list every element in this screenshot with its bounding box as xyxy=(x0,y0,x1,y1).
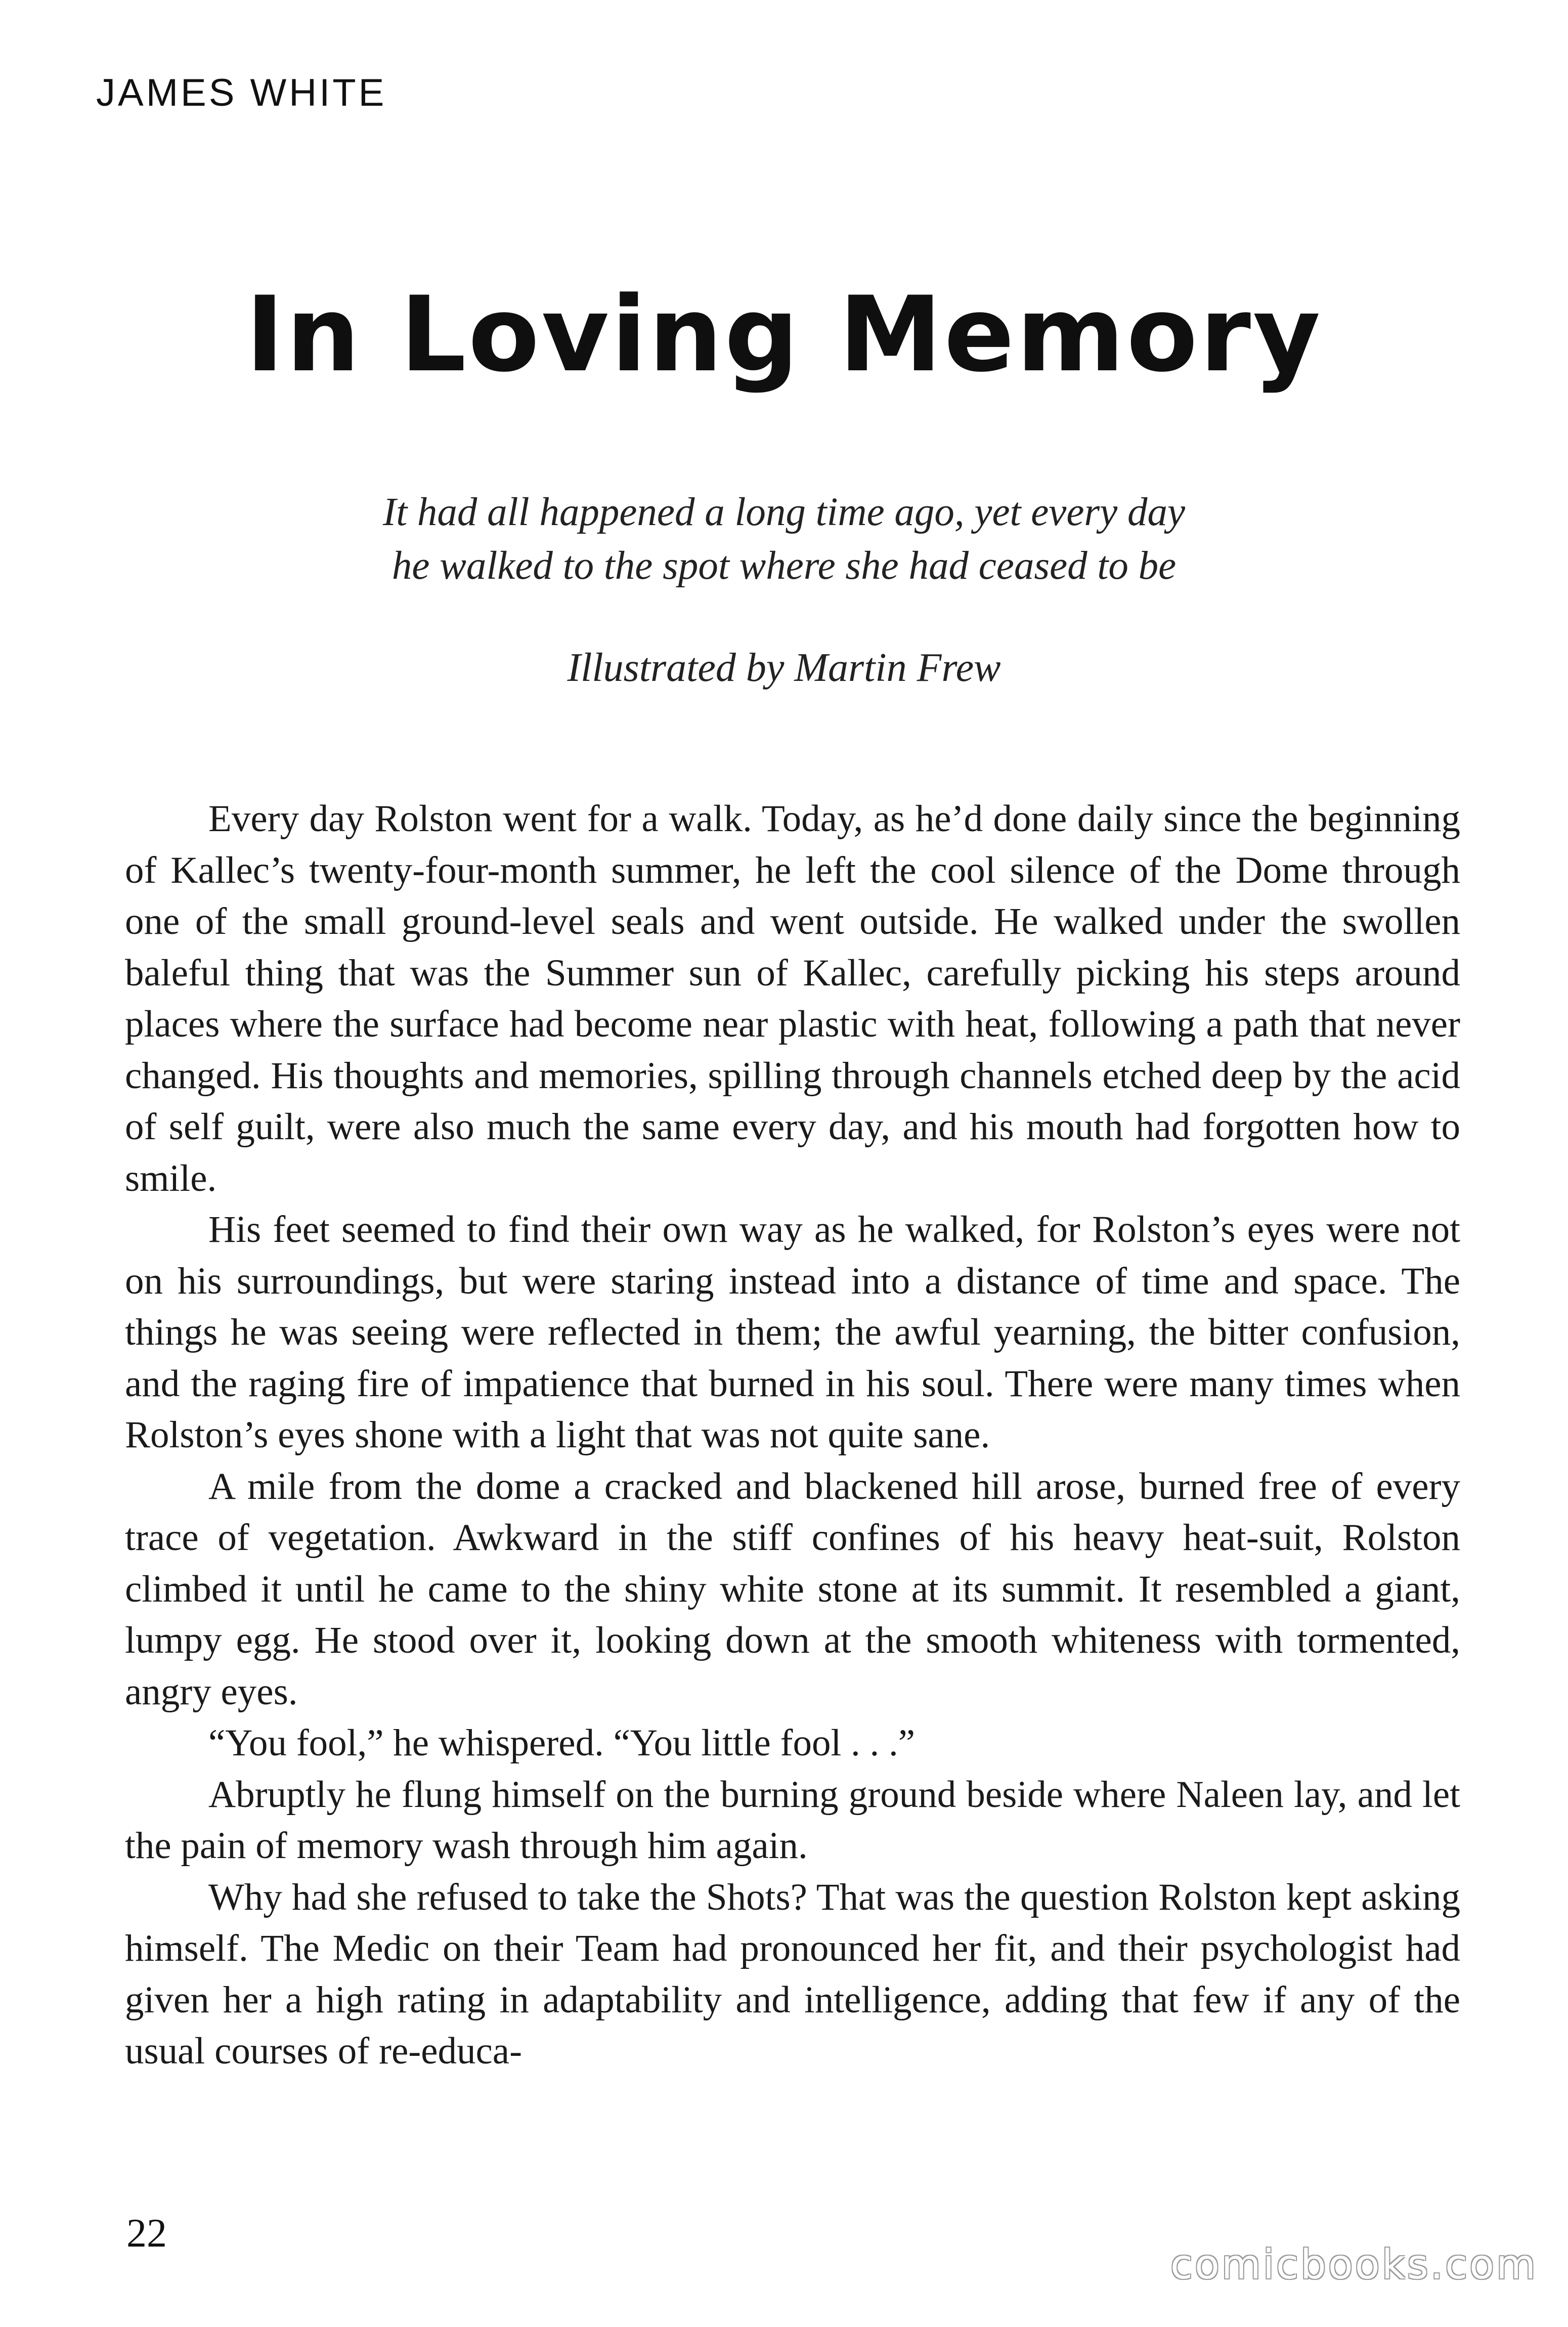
illustrator-credit: Illustrated by Martin Frew xyxy=(567,645,1001,690)
author-name: JAMES WHITE xyxy=(96,71,387,114)
story-title: In Loving Memory xyxy=(245,275,1323,395)
subtitle-line: he walked to the spot where she had ceased to be xyxy=(391,544,1177,588)
body-paragraph: Why had she refused to take the Shots? That was the question Rolston kept asking himself. The Medic on their Team had pronounced her fit, and their psychologist had given her a high rating in adaptability and intelligence, adding that few if any of the usual courses of re-educa- xyxy=(125,1876,1460,2072)
body-paragraph: Every day Rolston went for a walk. Today, as he’d done daily since the beginning of Kallec’s twenty-four-month summer, he left the cool silence of the Dome through one of the small ground-level seals and went outside. He walked under the swollen baleful thing that was the Summer sun of Kallec, carefully picking his steps around places where the surface had become near plastic with heat, following a path that never changed. His thoughts and memories, spilling through channels etched deep by the acid of self guilt, were also much the same every day, and his mouth had forgotten how to smile. xyxy=(125,798,1460,1199)
body-paragraph: His feet seemed to find their own way as he walked, for Rolston’s eyes were not on his surroundings, but were staring instead into a distance of time and space. The things he was seeing were reflected in them; the awful yearning, the bitter confusion, and the raging fire of impatience that burned in his soul. There were many times when Rolston’s eyes shone with a light that was not quite sane. xyxy=(125,1209,1460,1456)
watermark: comicbooks.com xyxy=(1170,2241,1538,2288)
page-number: 22 xyxy=(126,2211,167,2256)
body-paragraph: “You fool,” he whispered. “You little fool . . .” xyxy=(208,1722,916,1764)
subtitle-line: It had all happened a long time ago, yet every day xyxy=(382,490,1186,534)
body-paragraph: A mile from the dome a cracked and blackened hill arose, burned free of every trace of vegetation. Awkward in the stiff confines of his heavy heat-suit, Rolston climbed it until he came to the shiny white stone at its summit. It resembled a giant, lumpy egg. He stood over it, looking down at the smooth whiteness with tormented, angry eyes. xyxy=(125,1465,1460,1713)
body-paragraph: Abruptly he flung himself on the burning ground beside where Naleen lay, and let the pain of memory wash through him again. xyxy=(125,1773,1460,1867)
story-subtitle xyxy=(0,486,1568,593)
story-body xyxy=(125,793,1460,2077)
